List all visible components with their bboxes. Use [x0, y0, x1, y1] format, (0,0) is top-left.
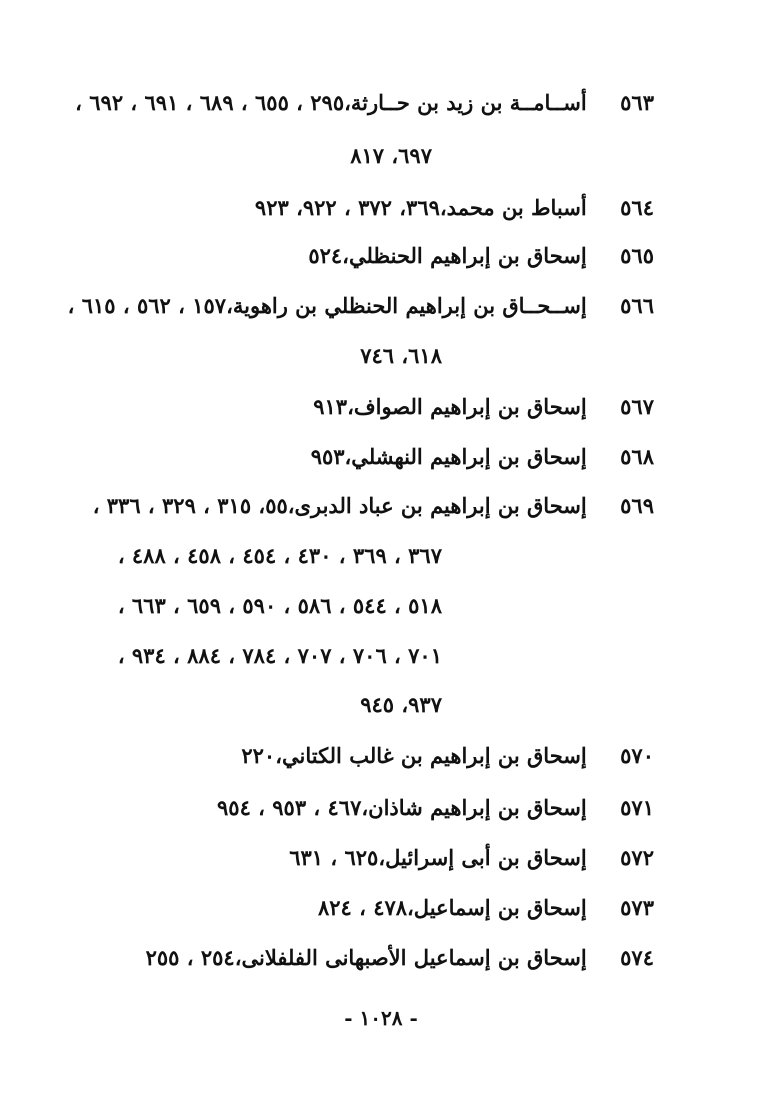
- entry-references: ٢٢٠: [241, 743, 276, 768]
- index-entry: [311, 441, 654, 473]
- entry-continuation: ٧٠١ ، ٧٠٦ ، ٧٠٧ ، ٧٨٤ ، ٨٨٤ ، ٩٣٤ ،: [117, 643, 442, 668]
- entry-name: أسباط بن محمد،: [439, 195, 587, 220]
- entry-name: إسحاق بن إسماعيل،: [407, 895, 587, 920]
- entry-name: أســامــة بن زيد بن حــارثة،: [344, 90, 587, 115]
- page-number: - ١٠٢٨ -: [344, 1006, 418, 1030]
- entry-number: ٥٧٤: [620, 945, 654, 970]
- entry-name: إسحاق بن إبراهيم بن غالب الكتاني،: [275, 743, 587, 768]
- entry-name: إسحاق بن إبراهيم الحنظلي،: [342, 243, 587, 268]
- entry-continuation: ٣٦٧ ، ٣٦٩ ، ٤٣٠ ، ٤٥٤ ، ٤٥٨ ، ٤٨٨ ،: [117, 543, 442, 568]
- entry-references: ٢٩٥ ، ٦٥٥ ، ٦٨٩ ، ٦٩١ ، ٦٩٢ ،: [75, 90, 345, 115]
- entry-name: إسحاق بن أبى إسرائيل،: [378, 845, 587, 870]
- entry-number: ٥٦٥: [620, 243, 654, 268]
- entry-name: إسحاق بن إبراهيم الصواف،: [347, 394, 587, 419]
- entry-references: ٢٥٤ ، ٢٥٥: [145, 945, 235, 970]
- index-entry: [289, 842, 654, 874]
- index-entry: [75, 87, 654, 119]
- entry-number: ٥٧٣: [620, 895, 654, 920]
- index-entry: [68, 290, 654, 322]
- index-entry: [308, 240, 654, 272]
- entry-references: ٣٦٩، ٣٧٢ ، ٩٢٢، ٩٢٣: [254, 195, 440, 220]
- entry-continuation: ٩٣٧، ٩٤٥: [360, 692, 442, 717]
- index-entry: [318, 892, 654, 924]
- index-entry: [93, 490, 654, 522]
- entry-references: ٤٧٨ ، ٨٢٤: [317, 895, 408, 920]
- entry-number: ٥٧١: [620, 795, 654, 820]
- entry-name: إسحاق بن إبراهيم النهشلي،: [344, 444, 587, 469]
- entry-number: ٥٦٩: [620, 493, 654, 518]
- entry-references: ٤٦٧ ، ٩٥٣ ، ٩٥٤: [217, 795, 362, 820]
- entry-references: ١٥٧ ، ٥٦٢ ، ٦١٥ ،: [67, 293, 227, 318]
- entry-number: ٥٦٣: [620, 90, 654, 115]
- index-entry: [146, 942, 654, 974]
- index-entry: [241, 740, 654, 772]
- entry-number: ٥٦٨: [620, 444, 654, 469]
- entry-references: ٥٢٤: [308, 243, 343, 268]
- index-entry: [217, 792, 654, 824]
- entry-number: ٥٦٧: [620, 394, 654, 419]
- entry-number: ٥٦٦: [620, 293, 654, 318]
- entry-continuation: ٥١٨ ، ٥٤٤ ، ٥٨٦ ، ٥٩٠ ، ٦٥٩ ، ٦٦٣ ،: [117, 593, 442, 618]
- entry-number: ٥٧٢: [620, 845, 654, 870]
- index-entry: [313, 391, 654, 423]
- entry-references: ٩٥٣: [310, 444, 345, 469]
- entry-continuation: ٦٩٧، ٨١٧: [350, 143, 432, 168]
- entry-name: إســحــاق بن إبراهيم الحنظلي بن راهوية،: [226, 293, 587, 318]
- entry-references: ٦٢٥ ، ٦٣١: [289, 845, 379, 870]
- entry-continuation: ٦١٨، ٧٤٦: [360, 343, 442, 368]
- entry-number: ٥٧٠: [620, 743, 654, 768]
- entry-references: ٩١٣: [313, 394, 348, 419]
- entry-name: إسحاق بن إبراهيم شاذان،: [361, 795, 587, 820]
- index-entry: [255, 192, 654, 224]
- entry-name: إسحاق بن إبراهيم بن عباد الدبرى،: [287, 493, 587, 518]
- entry-references: ٥٥، ٣١٥ ، ٣٢٩ ، ٣٣٦ ،: [92, 493, 288, 518]
- entry-name: إسحاق بن إسماعيل الأصبهانى الفلفلانى،: [234, 945, 587, 970]
- entry-number: ٥٦٤: [620, 195, 654, 220]
